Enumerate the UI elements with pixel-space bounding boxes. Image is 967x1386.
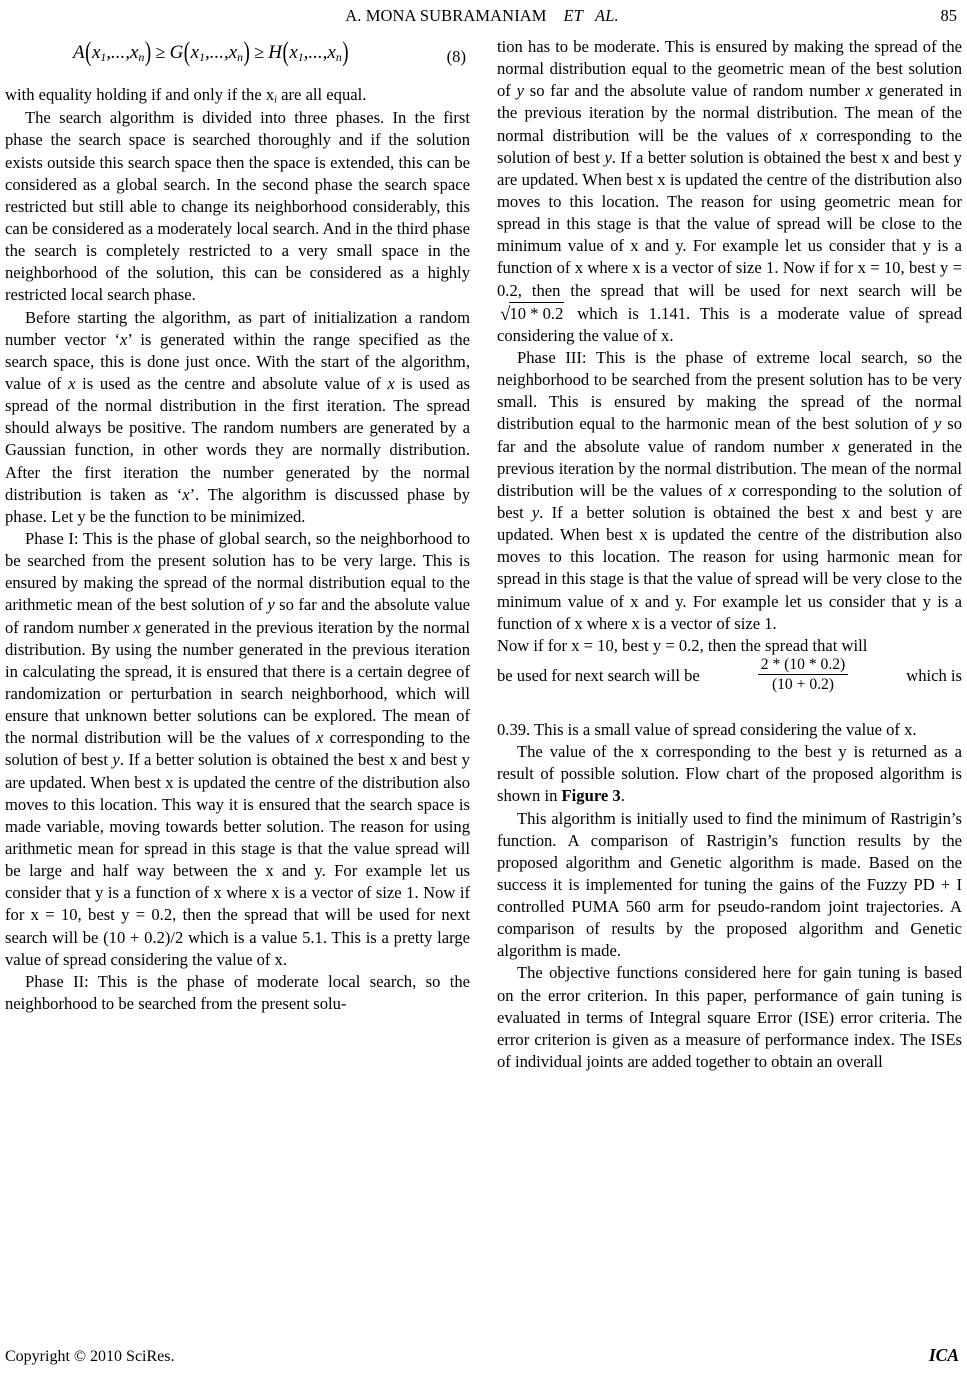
page-number: 85 [940, 6, 957, 25]
equation-8-number: (8) [446, 47, 466, 66]
phase3-text-a: Phase III: This is the phase of extreme local search, so the neighborhood to be searched from the present solution has to be very small. This is ensured by making the spread of the normal distribution equal to the harmonic mean of the best solution of [497, 347, 962, 434]
phase3-var-y: y [933, 414, 942, 434]
radical-sign-icon: √ [500, 303, 511, 325]
init-text-a: Before starting the algorithm, as part of initialization a random number vector ‘ [5, 307, 470, 349]
eq8-paren-close-2: ) [243, 37, 250, 68]
phase3-var-x2: x [728, 480, 736, 500]
phase3-var-y2: y [531, 502, 540, 522]
eq8-paren-open-2: ( [183, 37, 191, 68]
phase3-text-e: . If a better solution is obtained the best x and best y are updated. When best x is updated the centre of the distribution also moves to this location. The reason for using harmonic mean for spread in this stage is that the value of spread will be very close to the minimum value of x and y. For example let us consider that y is a function of x where x is a vector of size 1. [497, 502, 962, 633]
eq8-arg-last-sub-2: n [237, 50, 244, 64]
init-text-c: is used as the centre and absolute value of [75, 373, 388, 393]
running-head-authors: A. MONA SUBRAMANIAM [345, 6, 547, 25]
phase1-text-a: Phase I: This is the phase of global search, so the neighborhood to be searched from the present solution has to be very large. This is ensured by making the spread of the normal distribution equal to the arithmetic mean of the best solution of [5, 528, 470, 615]
eq8-ellipsis-3: ,..., [303, 42, 328, 63]
phase1-var-x: x [133, 617, 141, 637]
fraction-denominator: (10 + 0.2) [758, 674, 848, 693]
figure-3-reference[interactable]: Figure 3 [561, 786, 621, 806]
copyright-notice: Copyright © 2010 SciRes. [5, 1348, 175, 1365]
eq8-fn-A: A [73, 42, 85, 63]
eq8-arg-first-sub-1: 1 [100, 50, 107, 64]
eq8-arg-first-3: x [289, 42, 298, 63]
equation-8 [5, 36, 470, 82]
paragraph-phase-3-result: 0.39. This is a small value of spread considering the value of x. [497, 719, 917, 739]
eq8-ellipsis-1: ,..., [106, 42, 131, 63]
eq8-arg-last-sub-1: n [138, 50, 145, 64]
equation-8-expression [73, 37, 349, 68]
eq8-arg-last-2: x [228, 42, 238, 63]
phase2-text-d: corresponding to the solution of best [497, 125, 962, 167]
paragraph-phase-2-start: Phase II: This is the phase of moderate local search, so the neighborhood to be searched from the present solu- [5, 971, 470, 1013]
eq8-arg-first-2: x [190, 42, 200, 63]
phase2-var-y: y [516, 81, 524, 101]
eq8-paren-open-1: ( [85, 37, 92, 68]
init-text-b: ’ is generated within the range specified as the search space, this is done just once. With the start of the algorithm, value of [5, 329, 470, 393]
init-var-x1: x [120, 329, 128, 349]
flowchart-text-a: The value of the x corresponding to the best y is returned as a result of possible solution. Flow chart of the proposed algorithm is shown in [497, 742, 962, 806]
phase3-text-d: corresponding to the solution of best [497, 480, 963, 522]
paragraph-phase-2-continued [497, 36, 962, 347]
equality-note-tail: are all equal. [277, 85, 367, 104]
eq8-paren-close-3: ) [342, 37, 349, 68]
init-var-x3: x [387, 373, 395, 393]
sqrt-radicand: 10 * 0.2 [509, 302, 564, 325]
eq8-arg-first-sub-3: 1 [297, 50, 304, 64]
phase2-var-x: x [865, 81, 874, 101]
eq8-arg-first-1: x [91, 42, 101, 63]
phase3-var-x: x [832, 436, 840, 456]
init-var-x4: x [182, 484, 190, 504]
running-head [5, 6, 959, 28]
phase1-text-b: so far and the absolute value of random number [5, 595, 470, 637]
inline-fraction-harmonic-mean [758, 656, 848, 694]
paragraph-three-phases: The search algorithm is divided into three phases. In the first phase the search space is searched thoroughly and if the solution exists outside this search space then the space is extended, this can be considered as a global search. In the second phase the search space restricted but still able to change its neighborhood considerably, this can be considered as a moderately local search. And in the third phase the search is completely restricted to a very small space in the neighborhood of the solution, this can be considered as a highly restricted local search phase. [5, 108, 470, 305]
eq8-ellipsis-2: ,..., [204, 42, 229, 63]
phase3-lead-line: Now if for x = 10, best y = 0.2, then the spread that will [497, 635, 868, 655]
phase2-text-a: tion has to be moderate. This is ensured by making the spread of the normal distribution equal to the geometric mean of the best solution of [497, 37, 962, 101]
eq8-fn-H: H [268, 42, 282, 63]
left-column [5, 36, 470, 1326]
phase3-text-b: so far and the absolute value of random number [497, 414, 962, 456]
eq8-paren-open-3: ( [282, 37, 289, 68]
init-var-x2: x [68, 373, 76, 393]
phase3-text-c: generated in the previous iteration by the normal distribution. The mean of the normal distribution will be the values of [497, 436, 962, 500]
eq8-arg-last-3: x [327, 42, 336, 63]
fraction-numerator: 2 * (10 * 0.2) [760, 655, 846, 673]
phase1-var-x2: x [316, 728, 324, 748]
phase1-text-d: corresponding to the solution of best [5, 728, 470, 770]
eq8-relation-2: ≥ [254, 42, 265, 62]
paragraph-phase-3 [497, 347, 962, 635]
fraction-trail-text: which is [906, 665, 962, 685]
paragraph-rastrigin-comparison: This algorithm is initially used to find the minimum of Rastrigin’s function. A comparison of Rastrigin’s function results by the proposed algorithm and Genetic algorithm is made. Based on the success it is implemented for tuning the gains of the Fuzzy PD + I controlled PUMA 560 arm for pseudo-random joint trajectories. A comparison of results by the proposed algorithm and Genetic algorithm is made. [497, 808, 962, 961]
paragraph-initialization [5, 307, 470, 528]
phase2-text-b: so far and the absolute value of random number [523, 81, 866, 101]
eq8-relation-1: ≥ [155, 42, 166, 62]
phase2-text-c: generated in the previous iteration by the normal distribution. The mean of the normal distribution will be the values of [497, 81, 962, 145]
right-column [497, 36, 962, 1326]
phase1-var-y: y [267, 595, 275, 615]
equality-note-text: with equality holding if and only if the x [5, 85, 275, 104]
journal-abbreviation: ICA [928, 1345, 959, 1365]
phase1-var-y2: y [112, 750, 120, 770]
paragraph-phase-1 [5, 528, 470, 971]
init-text-e: ’. The algorithm is discussed phase by phase. Let y be the function to be minimized. [5, 484, 470, 526]
equality-note-subscript: i [274, 94, 278, 106]
paragraph-flowchart-reference [497, 741, 962, 807]
eq8-arg-last-sub-3: n [335, 50, 342, 64]
eq8-fn-G: G [169, 42, 184, 63]
phase1-text-c: generated in the previous iteration by the normal distribution. By using the number generated in the previous iteration in calculating the spread, it is ensured that there is a certain degree of randomization or perturbation in search neighborhood, which will ensure that unknown better solutions can be explored. The mean of the normal distribution will be the values of [5, 617, 470, 748]
eq8-arg-last-1: x [130, 42, 139, 63]
paragraph-objective-functions: The objective functions considered here for gain tuning is based on the error criterion. In this paper, performance of gain tuning is evaluated in terms of Integral square Error (ISE) error criteria. The error criterion is given as a measure of performance index. The ISEs of individual joints are added together to obtain an overall [497, 963, 962, 1072]
phase2-var-x2: x [800, 125, 808, 145]
running-head-etal: ET AL. [563, 6, 619, 25]
eq8-arg-first-sub-2: 1 [199, 50, 205, 64]
fraction-lead-text: be used for next search will be [497, 665, 700, 685]
eq8-paren-close-1: ) [144, 37, 152, 68]
paragraph-equality-note [5, 84, 470, 107]
flowchart-text-b: . [620, 786, 625, 806]
phase2-var-y2: y [604, 147, 612, 167]
fraction-line-harmonic-mean [497, 657, 962, 719]
inline-sqrt-geometric-mean [500, 302, 564, 325]
phase2-text-e: . If a better solution is obtained the best x and best y are updated. When best x is updated the centre of the distribution also moves to this location. The reason for using geometric mean for spread in this stage is that the value of spread will be close to the minimum value of x and y. For example let us consider that y is a function of x where x is a vector of size 1. Now if for x = 10, best y = 0.2, then the spread that will be used for next search will be [497, 147, 962, 300]
phase2-text-f: which is 1.141. This is a moderate value of spread considering the value of x. [497, 303, 962, 345]
phase1-text-e: . If a better solution is obtained the best x and best y are updated. When best x is updated the centre of the distribution also moves to this location. This way it is ensured that the search space is made variable, moving towards better solution. The reason for using arithmetic mean for spread in this stage is that the value spread will be large and half way between the x and y. For example let us consider that y is a function of x where x is a vector of size 1. Now if for x = 10, best y = 0.2, then the spread that will be used for next search will be (10 + 0.2)/2 which is a value 5.1. This is a pretty large value of spread considering the value of x. [5, 750, 470, 969]
page-footer [5, 1345, 959, 1366]
init-text-d: is used as spread of the normal distribution in the first iteration. The spread should always be positive. The random numbers are generated by a Gaussian function, in other words they are normally distribution. After the first iteration the number generated by the normal distribution is taken as ‘ [5, 373, 471, 504]
two-column-body [5, 36, 962, 1326]
